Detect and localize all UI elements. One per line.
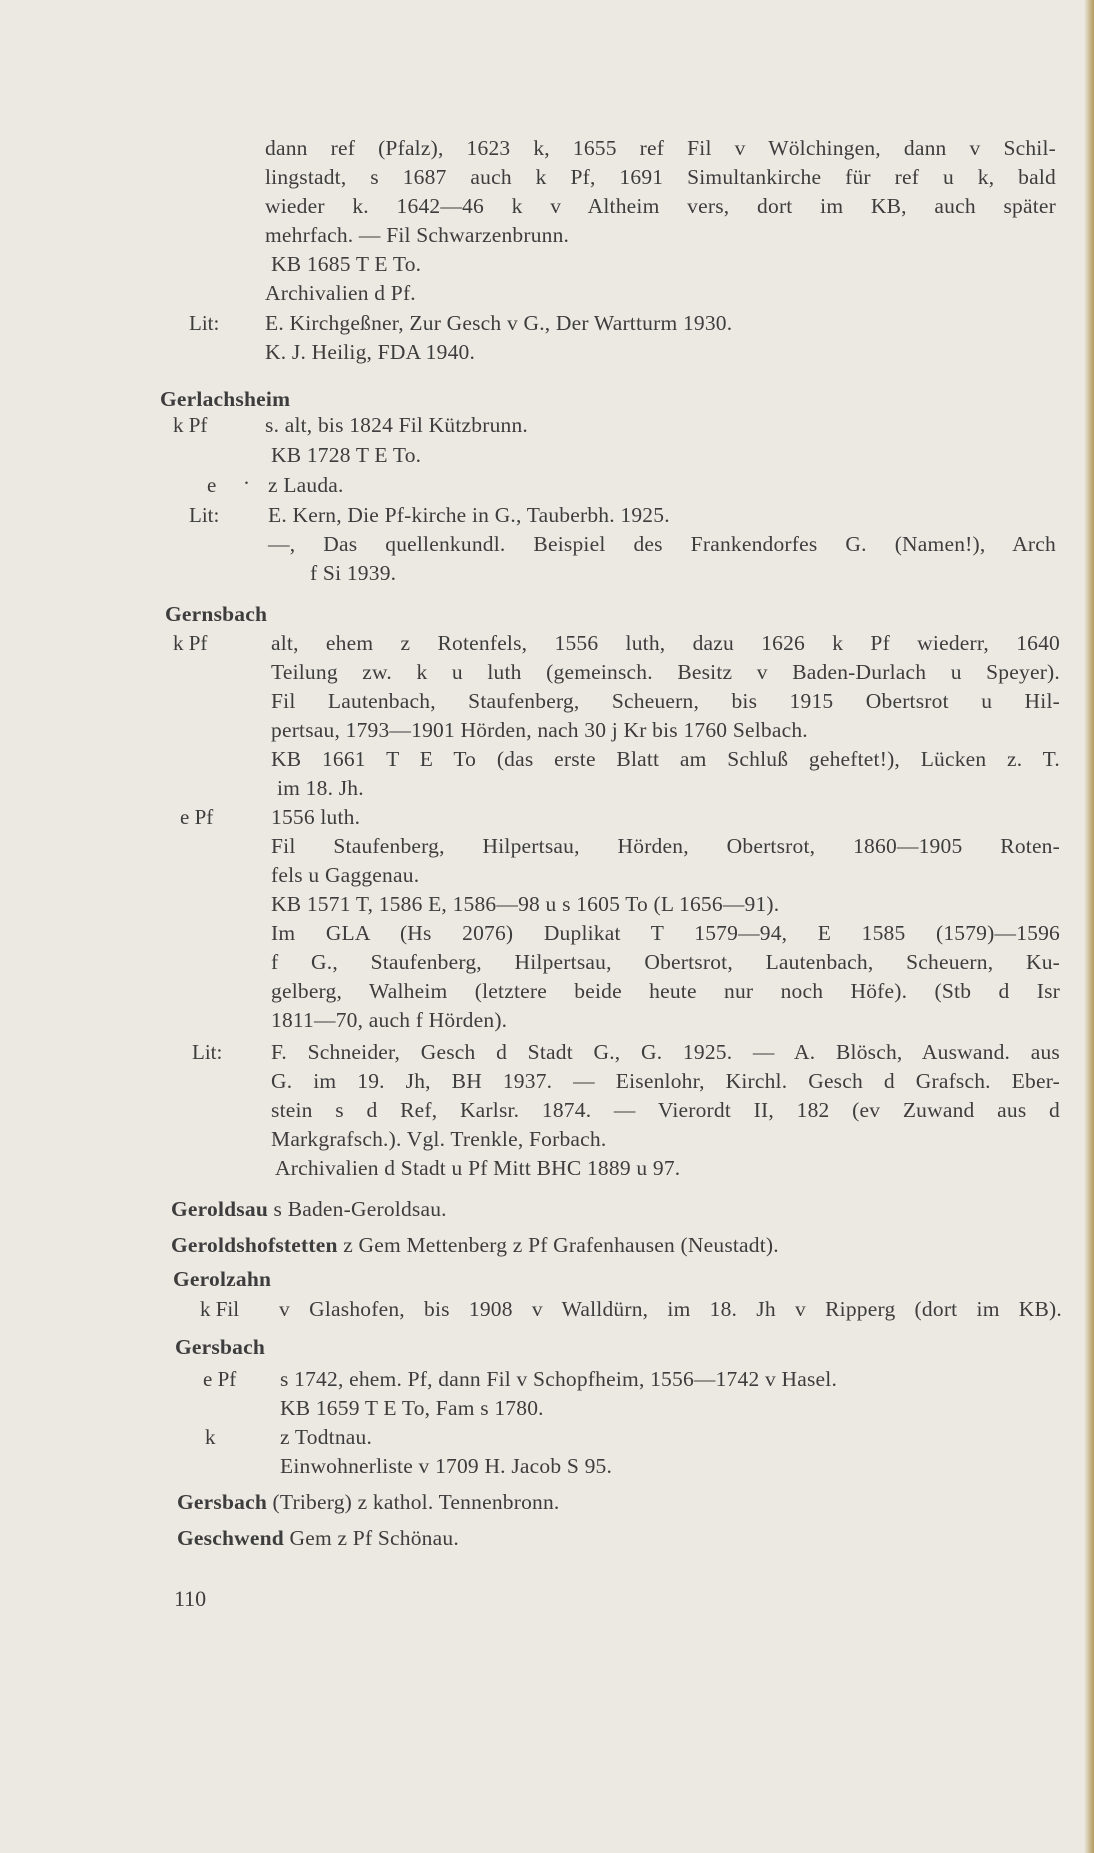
lit-line: Markgrafsch.). Vgl. Trenkle, Forbach. xyxy=(271,1127,607,1151)
body-line: KB 1728 T E To. xyxy=(271,443,422,467)
body-line: s. alt, bis 1824 Fil Kützbrunn. xyxy=(265,413,529,437)
lit-label: Lit: xyxy=(189,503,220,527)
entry-line xyxy=(171,1195,447,1223)
lit-line: stein s d Ref, Karlsr. 1874. — Vierordt II, 182 (ev Zuwand aus d xyxy=(271,1098,1060,1122)
body-line: Archivalien d Pf. xyxy=(265,281,416,305)
body-line: lingstadt, s 1687 auch k Pf, 1691 Simultankirche für ref u k, bald xyxy=(265,165,1056,189)
entry-text: (Triberg) z kathol. Tennenbronn. xyxy=(266,1490,560,1514)
body-line: gelberg, Walheim (letztere beide heute nur noch Höfe). (Stb d Isr xyxy=(271,979,1060,1003)
entry-heading: Geschwend xyxy=(177,1526,284,1550)
kfil-label: k Fil xyxy=(200,1297,240,1321)
entry-line xyxy=(171,1231,779,1259)
body-line: mehrfach. — Fil Schwarzenbrunn. xyxy=(265,223,570,247)
entry-heading: Gerlachsheim xyxy=(160,387,291,411)
body-line: z Lauda. xyxy=(268,473,344,497)
body-line: v Glashofen, bis 1908 v Walldürn, im 18. Jh v Ripperg (dort im KB). xyxy=(279,1297,1062,1321)
body-line: KB 1571 T, 1586 E, 1586—98 u s 1605 To (L 1656—91). xyxy=(271,892,780,916)
page-number: 110 xyxy=(174,1586,207,1611)
body-line: 1811—70, auch f Hörden). xyxy=(271,1008,508,1032)
k-label: k xyxy=(205,1425,216,1449)
body-line: Fil Staufenberg, Hilpertsau, Hörden, Obertsrot, 1860—1905 Roten- xyxy=(271,834,1060,858)
epf-label: e Pf xyxy=(203,1367,237,1391)
body-line: wieder k. 1642—46 k v Altheim vers, dort im KB, auch später xyxy=(265,194,1056,218)
kpf-label: k Pf xyxy=(173,631,208,655)
lit-line: Archivalien d Stadt u Pf Mitt BHC 1889 u 97. xyxy=(275,1156,681,1180)
entry-line xyxy=(177,1488,560,1516)
body-line: Fil Lautenbach, Staufenberg, Scheuern, bis 1915 Obertsrot u Hil- xyxy=(271,689,1060,713)
lit-line: E. Kern, Die Pf-kirche in G., Tauberbh. 1925. xyxy=(268,503,670,527)
lit-line: E. Kirchgeßner, Zur Gesch v G., Der Wartturm 1930. xyxy=(265,311,733,335)
lit-label: Lit: xyxy=(189,311,220,335)
entry-heading: Gernsbach xyxy=(165,602,268,626)
lit-line: F. Schneider, Gesch d Stadt G., G. 1925. — A. Blösch, Auswand. aus xyxy=(271,1040,1060,1064)
entry-text: Gem z Pf Schönau. xyxy=(283,1526,459,1550)
body-line: KB 1659 T E To, Fam s 1780. xyxy=(280,1396,544,1420)
entry-heading: Gersbach xyxy=(175,1335,265,1359)
body-line: 1556 luth. xyxy=(271,805,361,829)
entry-line xyxy=(177,1524,459,1552)
body-line: KB 1661 T E To (das erste Blatt am Schluß geheftet!), Lücken z. T. xyxy=(271,747,1060,771)
entry-heading: Geroldshofstetten xyxy=(171,1233,338,1257)
epf-label: e Pf xyxy=(180,805,214,829)
body-line: fels u Gaggenau. xyxy=(271,863,420,887)
lit-line: K. J. Heilig, FDA 1940. xyxy=(265,340,476,364)
entry-heading: Gersbach xyxy=(177,1490,267,1514)
lit-line: f Si 1939. xyxy=(310,561,397,585)
body-line: z Todtnau. xyxy=(280,1425,373,1449)
lit-line: —, Das quellenkundl. Beispiel des Frankendorfes G. (Namen!), Arch xyxy=(268,532,1056,556)
body-line: alt, ehem z Rotenfels, 1556 luth, dazu 1626 k Pf wiederr, 1640 xyxy=(271,631,1060,655)
lit-line: G. im 19. Jh, BH 1937. — Eisenlohr, Kirchl. Gesch d Grafsch. Eber- xyxy=(271,1069,1060,1093)
e-mark: · xyxy=(243,471,250,495)
kpf-label: k Pf xyxy=(173,413,208,437)
lit-label: Lit: xyxy=(192,1040,223,1064)
body-line: im 18. Jh. xyxy=(277,776,364,800)
body-line: dann ref (Pfalz), 1623 k, 1655 ref Fil v Wölchingen, dann v Schil- xyxy=(265,136,1056,160)
body-line: pertsau, 1793—1901 Hörden, nach 30 j Kr bis 1760 Selbach. xyxy=(271,718,808,742)
body-line: Teilung zw. k u luth (gemeinsch. Besitz v Baden-Durlach u Speyer). xyxy=(271,660,1060,684)
page-edge-shadow xyxy=(1084,0,1094,1853)
body-line: Im GLA (Hs 2076) Duplikat T 1579—94, E 1585 (1579)—1596 xyxy=(271,921,1060,945)
body-line: f G., Staufenberg, Hilpertsau, Obertsrot, Lautenbach, Scheuern, Ku- xyxy=(271,950,1060,974)
body-line: KB 1685 T E To. xyxy=(271,252,422,276)
body-line: s 1742, ehem. Pf, dann Fil v Schopfheim, 1556—1742 v Hasel. xyxy=(280,1367,838,1391)
entry-heading: Gerolzahn xyxy=(173,1267,272,1291)
e-label: e xyxy=(207,473,217,497)
entry-text: s Baden-Geroldsau. xyxy=(267,1197,447,1221)
body-line: Einwohnerliste v 1709 H. Jacob S 95. xyxy=(280,1454,613,1478)
entry-text: z Gem Mettenberg z Pf Grafenhausen (Neustadt). xyxy=(337,1233,779,1257)
entry-heading: Geroldsau xyxy=(171,1197,268,1221)
